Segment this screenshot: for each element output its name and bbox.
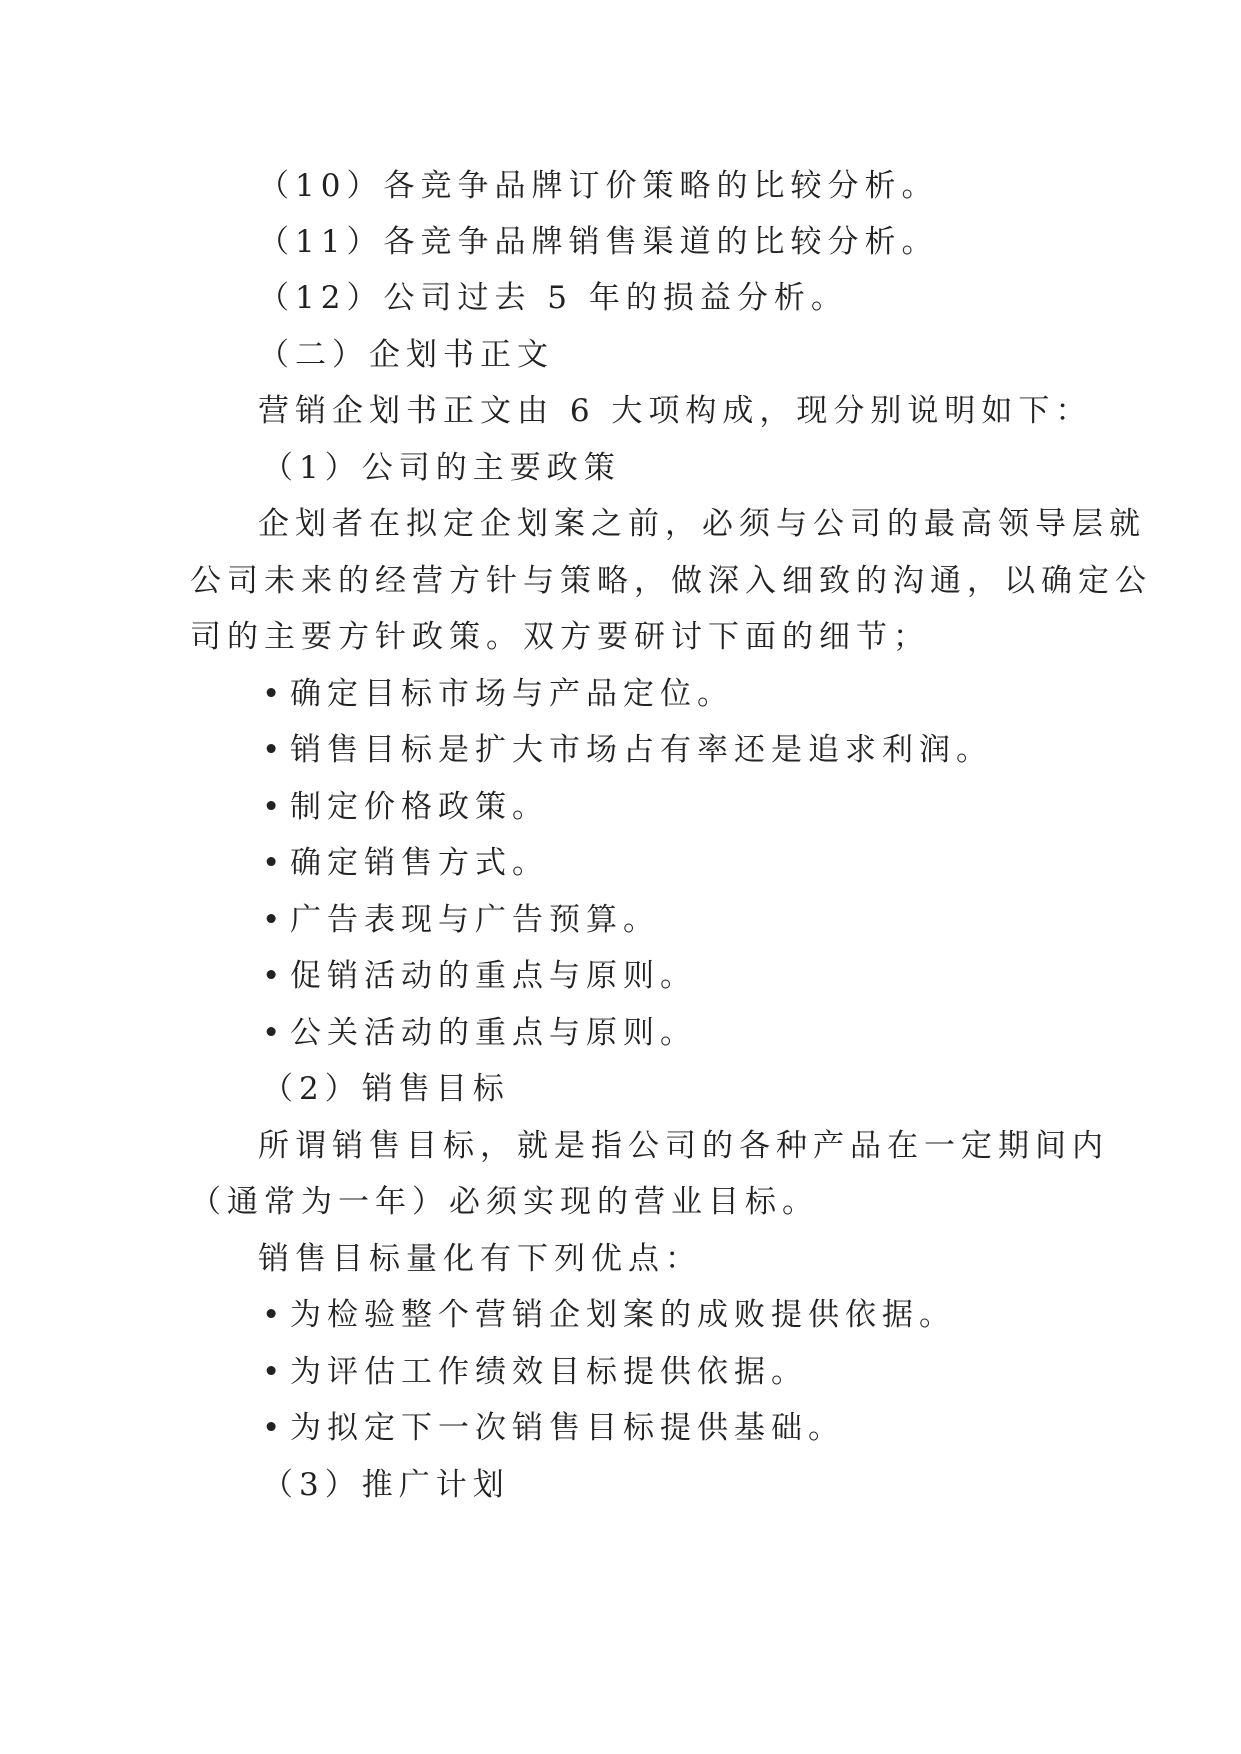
subsection-heading: （3）推广计划 <box>262 1467 510 1503</box>
paragraph-line: 司的主要方针政策。双方要研讨下面的细节； <box>190 619 930 655</box>
bullet-text: 促销活动的重点与原则。 <box>290 958 697 994</box>
bullet-item <box>262 1352 808 1392</box>
bullet-icon: • <box>262 1297 287 1333</box>
bullet-text: 销售目标是扩大市场占有率还是追求利润。 <box>290 732 993 768</box>
paragraph-line: 所谓销售目标，就是指公司的各种产品在一定期间内 <box>258 1128 1109 1164</box>
bullet-text: 确定目标市场与产品定位。 <box>290 676 734 712</box>
bullet-text: 为检验整个营销企划案的成败提供依据。 <box>290 1297 956 1333</box>
bullet-text: 公关活动的重点与原则。 <box>290 1015 697 1051</box>
bullet-icon: • <box>262 1410 287 1446</box>
text-line: （10）各竞争品牌订价策略的比较分析。 <box>258 168 939 204</box>
bullet-icon: • <box>262 1015 287 1051</box>
subsection-heading: （2）销售目标 <box>262 1071 510 1107</box>
subsection-heading: （1）公司的主要政策 <box>262 450 621 486</box>
bullet-icon: • <box>262 732 287 768</box>
bullet-icon: • <box>262 789 287 825</box>
bullet-icon: • <box>262 902 287 938</box>
bullet-item <box>262 956 697 996</box>
bullet-item <box>262 900 660 940</box>
text-line: （12）公司过去 5 年的损益分析。 <box>258 280 848 316</box>
section-heading: （二）企划书正文 <box>258 337 554 373</box>
paragraph-line: 公司未来的经营方针与策略，做深入细致的沟通，以确定公 <box>190 563 1152 599</box>
bullet-item <box>262 1013 697 1053</box>
bullet-text: 确定销售方式。 <box>290 845 549 881</box>
text-line: （11）各竞争品牌销售渠道的比较分析。 <box>258 224 939 260</box>
bullet-item <box>262 674 734 714</box>
bullet-icon: • <box>262 676 287 712</box>
bullet-text: 制定价格政策。 <box>290 789 549 825</box>
bullet-item <box>262 843 549 883</box>
bullet-item <box>262 787 549 827</box>
bullet-item <box>262 1295 956 1335</box>
text-line: 销售目标量化有下列优点： <box>258 1241 702 1277</box>
bullet-text: 为拟定下一次销售目标提供基础。 <box>290 1410 845 1446</box>
bullet-icon: • <box>262 1354 287 1390</box>
bullet-icon: • <box>262 845 287 881</box>
bullet-text: 广告表现与广告预算。 <box>290 902 660 938</box>
bullet-icon: • <box>262 958 287 994</box>
bullet-text: 为评估工作绩效目标提供依据。 <box>290 1354 808 1390</box>
text-line: 营销企划书正文由 6 大项构成，现分别说明如下： <box>258 393 1093 429</box>
paragraph-line: （通常为一年）必须实现的营业目标。 <box>190 1184 819 1220</box>
bullet-item <box>262 730 993 770</box>
paragraph-line: 企划者在拟定企划案之前，必须与公司的最高领导层就 <box>258 506 1146 542</box>
bullet-item <box>262 1408 845 1448</box>
